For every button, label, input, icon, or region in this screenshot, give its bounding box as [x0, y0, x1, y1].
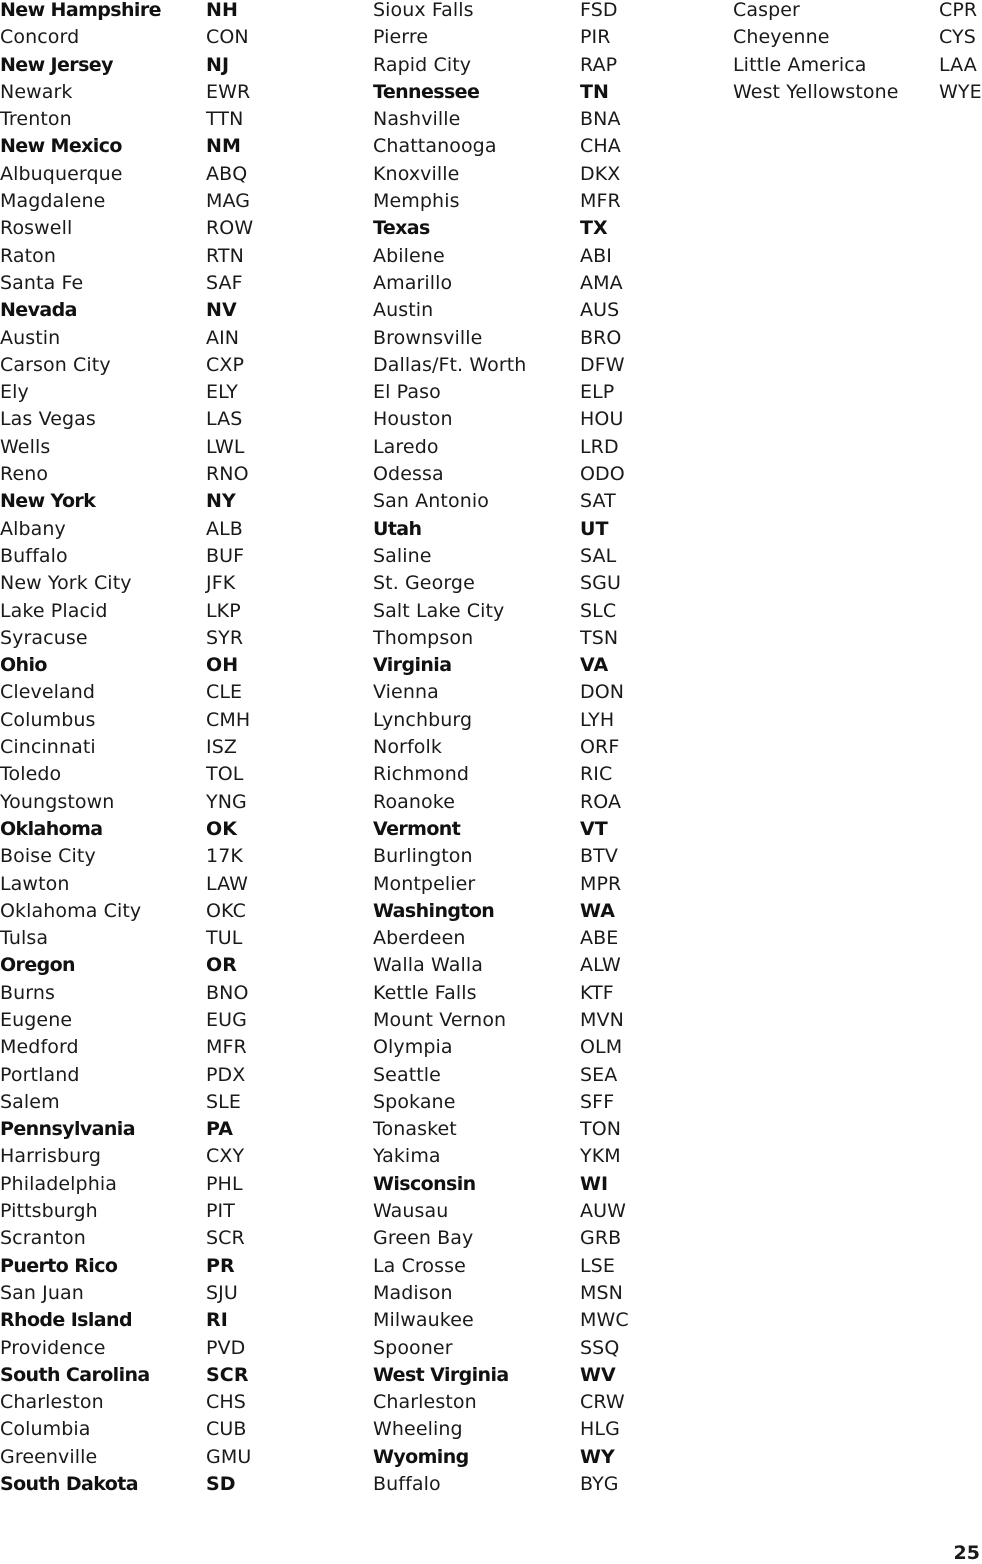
- state-name: Wyoming: [373, 1445, 469, 1468]
- city-name: Spooner: [373, 1336, 453, 1359]
- airport-code: MWC: [580, 1309, 629, 1332]
- city-name: Yakima: [373, 1145, 441, 1168]
- state-name: Washington: [373, 899, 495, 922]
- city-name: San Juan: [0, 1281, 84, 1304]
- city-name: West Yellowstone: [733, 80, 899, 103]
- airport-code: CYS: [939, 26, 976, 49]
- city-name: Santa Fe: [0, 271, 84, 294]
- state-code: VT: [580, 817, 608, 840]
- airport-code: CUB: [206, 1418, 247, 1441]
- airport-code: PDX: [206, 1063, 246, 1086]
- city-name: Milwaukee: [373, 1309, 474, 1332]
- airport-code: ROW: [206, 217, 254, 240]
- airport-code: GRB: [580, 1227, 622, 1250]
- city-name: Albuquerque: [0, 162, 123, 185]
- state-code: TX: [580, 217, 608, 240]
- airport-code: AIN: [206, 326, 240, 349]
- airport-code: ABI: [580, 244, 612, 267]
- state-name: Rhode Island: [0, 1309, 132, 1332]
- airport-code: MFR: [206, 1036, 247, 1059]
- city-name: Richmond: [373, 763, 470, 786]
- city-name: Buffalo: [0, 544, 68, 567]
- state-name: New Hampshire: [0, 0, 161, 21]
- airport-code: AUW: [580, 1200, 626, 1223]
- state-name: Vermont: [373, 817, 461, 840]
- city-name: St. George: [373, 572, 475, 595]
- airport-code: 17K: [206, 845, 243, 868]
- city-name: Spokane: [373, 1090, 456, 1113]
- airport-code: EUG: [206, 1008, 247, 1031]
- state-name: South Carolina: [0, 1363, 150, 1386]
- airport-code: MFR: [580, 190, 621, 213]
- city-name: Pittsburgh: [0, 1200, 98, 1223]
- airport-code: BUF: [206, 544, 245, 567]
- city-name: Nashville: [373, 108, 461, 131]
- state-code: NV: [206, 299, 237, 322]
- airport-code: DON: [580, 681, 625, 704]
- city-name: Laredo: [373, 435, 439, 458]
- airport-code: FSD: [580, 0, 618, 21]
- airport-code: GMU: [206, 1445, 252, 1468]
- airport-code: ORF: [580, 736, 620, 759]
- state-code: RI: [206, 1309, 228, 1332]
- city-name: Charleston: [0, 1391, 104, 1414]
- state-name: Wisconsin: [373, 1172, 476, 1195]
- state-code: NJ: [206, 53, 230, 76]
- city-name: Toledo: [0, 763, 62, 786]
- city-name: Buffalo: [373, 1473, 441, 1496]
- city-name: Pierre: [373, 26, 429, 49]
- state-code: NH: [206, 0, 239, 21]
- airport-code: ABE: [580, 927, 619, 950]
- airport-code: MSN: [580, 1281, 623, 1304]
- city-name: Youngstown: [0, 790, 115, 813]
- airport-code: TOL: [206, 763, 244, 786]
- city-name: Concord: [0, 26, 80, 49]
- airport-code: RNO: [206, 463, 249, 486]
- airport-code: CPR: [939, 0, 978, 21]
- page-number: 25: [953, 1542, 980, 1564]
- airport-code: CXY: [206, 1145, 245, 1168]
- airport-code: DFW: [580, 353, 625, 376]
- city-name: Burlington: [373, 845, 473, 868]
- airport-code: LRD: [580, 435, 619, 458]
- airport-code: CMH: [206, 708, 251, 731]
- city-name: Harrisburg: [0, 1145, 102, 1168]
- city-name: New York City: [0, 572, 132, 595]
- airport-code: MPR: [580, 872, 622, 895]
- city-name: Thompson: [373, 626, 474, 649]
- city-name: Syracuse: [0, 626, 88, 649]
- airport-code: ELP: [580, 381, 615, 404]
- airport-code: SAT: [580, 490, 616, 513]
- airport-code: SFF: [580, 1090, 615, 1113]
- city-name: Columbus: [0, 708, 96, 731]
- city-name: Carson City: [0, 353, 111, 376]
- state-code: WI: [580, 1172, 609, 1195]
- city-name: Mount Vernon: [373, 1008, 507, 1031]
- airport-code: YNG: [206, 790, 247, 813]
- city-name: Medford: [0, 1036, 79, 1059]
- airport-code: SAL: [580, 544, 617, 567]
- state-code: PA: [206, 1118, 234, 1141]
- state-name: Pennsylvania: [0, 1118, 135, 1141]
- airport-code: SLE: [206, 1090, 241, 1113]
- state-code: SCR: [206, 1363, 249, 1386]
- airport-code: TUL: [206, 927, 243, 950]
- city-name: Wausau: [373, 1200, 449, 1223]
- airport-code: DKX: [580, 162, 621, 185]
- city-name: Salem: [0, 1090, 60, 1113]
- state-code: WY: [580, 1445, 615, 1468]
- city-name: Trenton: [0, 108, 72, 131]
- state-code: PR: [206, 1254, 235, 1277]
- airport-code: LKP: [206, 599, 241, 622]
- city-name: Cleveland: [0, 681, 96, 704]
- airport-code: TSN: [580, 626, 619, 649]
- city-name: Portland: [0, 1063, 80, 1086]
- city-name: Memphis: [373, 190, 460, 213]
- city-name: Chattanooga: [373, 135, 497, 158]
- city-name: Ely: [0, 381, 29, 404]
- city-name: Cheyenne: [733, 26, 830, 49]
- airport-code: WYE: [939, 80, 982, 103]
- airport-code: LAA: [939, 53, 977, 76]
- state-name: New Mexico: [0, 135, 122, 158]
- city-name: Knoxville: [373, 162, 460, 185]
- city-name: Vienna: [373, 681, 439, 704]
- airport-code: ROA: [580, 790, 622, 813]
- city-name: Roswell: [0, 217, 73, 240]
- city-name: Green Bay: [373, 1227, 474, 1250]
- airport-code: CHA: [580, 135, 621, 158]
- airport-code: AUS: [580, 299, 620, 322]
- airport-code: BYG: [580, 1473, 619, 1496]
- state-name: Utah: [373, 517, 422, 540]
- airport-code: PVD: [206, 1336, 246, 1359]
- city-name: Lynchburg: [373, 708, 473, 731]
- city-name: Rapid City: [373, 53, 472, 76]
- city-name: Abilene: [373, 244, 445, 267]
- city-name: Saline: [373, 544, 432, 567]
- state-name: New York: [0, 490, 96, 513]
- city-name: Lake Placid: [0, 599, 108, 622]
- city-name: Walla Walla: [373, 954, 483, 977]
- city-name: Houston: [373, 408, 453, 431]
- city-name: Oklahoma City: [0, 899, 142, 922]
- state-code: WV: [580, 1363, 616, 1386]
- city-name: Boise City: [0, 845, 96, 868]
- airport-code: MVN: [580, 1008, 624, 1031]
- airport-code: BNO: [206, 981, 249, 1004]
- city-name: Aberdeen: [373, 927, 466, 950]
- city-name: Magdalene: [0, 190, 106, 213]
- state-code: SD: [206, 1473, 236, 1496]
- state-code: OH: [206, 654, 239, 677]
- state-code: UT: [580, 517, 609, 540]
- airport-code: EWR: [206, 80, 251, 103]
- city-name: Charleston: [373, 1391, 477, 1414]
- city-name: Eugene: [0, 1008, 73, 1031]
- airport-code: RAP: [580, 53, 618, 76]
- airport-code: LSE: [580, 1254, 615, 1277]
- city-name: Amarillo: [373, 271, 453, 294]
- airport-code: SLC: [580, 599, 617, 622]
- airport-code: CON: [206, 26, 249, 49]
- state-name: Puerto Rico: [0, 1254, 118, 1277]
- city-name: Little America: [733, 53, 867, 76]
- city-name: Austin: [373, 299, 434, 322]
- state-code: NM: [206, 135, 242, 158]
- airport-code: ABQ: [206, 162, 248, 185]
- airport-code: ALB: [206, 517, 243, 540]
- city-name: Greenville: [0, 1445, 98, 1468]
- airport-code: HOU: [580, 408, 624, 431]
- city-name: Austin: [0, 326, 61, 349]
- state-name: New Jersey: [0, 53, 113, 76]
- city-name: Newark: [0, 80, 73, 103]
- city-name: Tonasket: [373, 1118, 457, 1141]
- city-name: Seattle: [373, 1063, 441, 1086]
- airport-code: HLG: [580, 1418, 620, 1441]
- city-name: Columbia: [0, 1418, 91, 1441]
- state-name: South Dakota: [0, 1473, 138, 1496]
- airport-code: LAS: [206, 408, 243, 431]
- city-name: Lawton: [0, 872, 70, 895]
- state-code: VA: [580, 654, 609, 677]
- city-name: Reno: [0, 463, 49, 486]
- city-name: La Crosse: [373, 1254, 466, 1277]
- airport-code: TTN: [206, 108, 244, 131]
- city-name: Norfolk: [373, 736, 442, 759]
- city-name: Wheeling: [373, 1418, 463, 1441]
- airport-code: ODO: [580, 463, 625, 486]
- airport-code: SYR: [206, 626, 244, 649]
- airport-code: SGU: [580, 572, 621, 595]
- airport-code: SCR: [206, 1227, 245, 1250]
- city-name: Raton: [0, 244, 57, 267]
- city-name: Montpelier: [373, 872, 476, 895]
- airport-code: MAG: [206, 190, 251, 213]
- city-name: San Antonio: [373, 490, 489, 513]
- airport-code: KTF: [580, 981, 614, 1004]
- city-name: Tulsa: [0, 927, 49, 950]
- city-name: Salt Lake City: [373, 599, 505, 622]
- state-code: TN: [580, 80, 610, 103]
- state-code: OR: [206, 954, 237, 977]
- airport-code: BTV: [580, 845, 618, 868]
- state-name: Oklahoma: [0, 817, 103, 840]
- city-name: Sioux Falls: [373, 0, 474, 21]
- airport-code: TON: [580, 1118, 622, 1141]
- airport-code: PIR: [580, 26, 611, 49]
- airport-code: PIT: [206, 1200, 235, 1223]
- airport-code: BNA: [580, 108, 621, 131]
- airport-code: PHL: [206, 1172, 243, 1195]
- airport-code: OLM: [580, 1036, 623, 1059]
- airport-code: SSQ: [580, 1336, 620, 1359]
- state-name: Texas: [373, 217, 430, 240]
- airport-code: YKM: [580, 1145, 621, 1168]
- airport-code: LYH: [580, 708, 615, 731]
- airport-code: CHS: [206, 1391, 246, 1414]
- state-name: Oregon: [0, 954, 75, 977]
- city-name: Providence: [0, 1336, 106, 1359]
- city-name: Casper: [733, 0, 800, 21]
- city-name: Madison: [373, 1281, 453, 1304]
- city-name: El Paso: [373, 381, 441, 404]
- city-name: Odessa: [373, 463, 444, 486]
- airport-code: SEA: [580, 1063, 618, 1086]
- airport-code: BRO: [580, 326, 622, 349]
- city-name: Kettle Falls: [373, 981, 477, 1004]
- city-name: Burns: [0, 981, 55, 1004]
- city-name: Philadelphia: [0, 1172, 117, 1195]
- airport-code: RIC: [580, 763, 613, 786]
- city-name: Brownsville: [373, 326, 483, 349]
- airport-code: AMA: [580, 271, 623, 294]
- state-name: Tennessee: [373, 80, 480, 103]
- state-code: NY: [206, 490, 236, 513]
- city-name: Dallas/Ft. Worth: [373, 353, 527, 376]
- airport-code: CXP: [206, 353, 245, 376]
- airport-code: SJU: [206, 1281, 238, 1304]
- state-code: OK: [206, 817, 238, 840]
- airport-code: CRW: [580, 1391, 625, 1414]
- airport-code: SAF: [206, 271, 243, 294]
- airport-code: RTN: [206, 244, 244, 267]
- airport-code: LAW: [206, 872, 249, 895]
- airport-code: ALW: [580, 954, 621, 977]
- city-name: Las Vegas: [0, 408, 96, 431]
- airport-code: OKC: [206, 899, 246, 922]
- state-name: Virginia: [373, 654, 452, 677]
- city-name: Roanoke: [373, 790, 455, 813]
- state-name: Nevada: [0, 299, 77, 322]
- airport-code: ELY: [206, 381, 238, 404]
- city-name: Cincinnati: [0, 736, 96, 759]
- state-name: Ohio: [0, 654, 47, 677]
- airport-code: CLE: [206, 681, 243, 704]
- state-name: West Virginia: [373, 1363, 509, 1386]
- airport-code: ISZ: [206, 736, 237, 759]
- airport-code: JFK: [206, 572, 236, 595]
- city-name: Albany: [0, 517, 66, 540]
- city-name: Olympia: [373, 1036, 453, 1059]
- city-name: Scranton: [0, 1227, 86, 1250]
- airport-code: LWL: [206, 435, 245, 458]
- city-name: Wells: [0, 435, 51, 458]
- state-code: WA: [580, 899, 616, 922]
